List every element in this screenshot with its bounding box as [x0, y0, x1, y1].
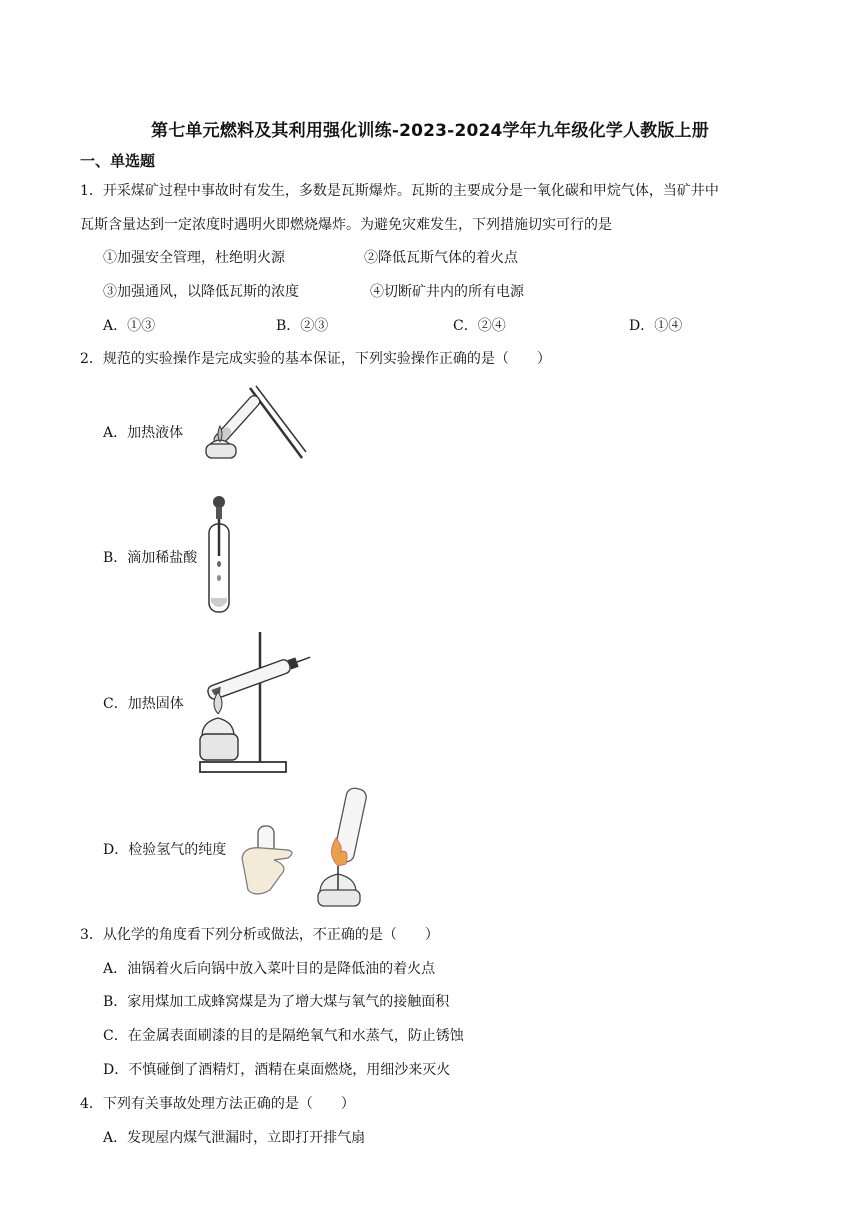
q1-option-c: C．②④: [453, 318, 506, 334]
q3-stem: 3．从化学的角度看下列分析或做法，不正确的是（ ）: [80, 927, 439, 943]
page-title: 第七单元燃料及其利用强化训练-2023-2024学年九年级化学人教版上册: [151, 121, 709, 141]
q2-option-a: A．加热液体: [103, 425, 184, 441]
q3-option-c: C．在金属表面刷漆的目的是隔绝氧气和水蒸气，防止锈蚀: [103, 1028, 464, 1044]
q1-measure-3: ③加强通风，以降低瓦斯的浓度: [103, 284, 299, 300]
q1-option-b: B．②③: [276, 318, 329, 334]
q1-stem-line1: 1．开采煤矿过程中事故时有发生，多数是瓦斯爆炸。瓦斯的主要成分是一氧化碳和甲烷气体，当矿井中: [80, 183, 719, 199]
q3-option-d: D．不慎碰倒了酒精灯，酒精在桌面燃烧，用细沙来灭火: [103, 1062, 451, 1078]
q1-measure-2: ②降低瓦斯气体的着火点: [364, 250, 518, 266]
q4-option-a: A．发现屋内煤气泄漏时，立即打开排气扇: [103, 1130, 366, 1146]
q1-stem-line2: 瓦斯含量达到一定浓度时遇明火即燃烧爆炸。为避免灾难发生，下列措施切实可行的是: [80, 217, 612, 233]
q1-measure-4: ④切断矿井内的所有电源: [370, 284, 524, 300]
hydrogen-purity-test-icon: [240, 786, 380, 908]
q2-option-d: D．检验氢气的纯度: [103, 842, 227, 858]
q3-option-b: B．家用煤加工成蜂窝煤是为了增大煤与氧气的接触面积: [103, 994, 450, 1010]
q2-stem: 2．规范的实验操作是完成实验的基本保证，下列实验操作正确的是（ ）: [80, 351, 551, 367]
q3-option-a: A．油锅着火后向锅中放入菜叶目的是降低油的着火点: [103, 961, 436, 977]
dropper-in-tube-icon: [205, 494, 237, 616]
q1-measure-1: ①加强安全管理，杜绝明火源: [103, 250, 285, 266]
heating-liquid-icon: [198, 382, 308, 464]
heating-solid-apparatus-icon: [196, 630, 318, 774]
q2-option-b: B．滴加稀盐酸: [103, 550, 198, 566]
q1-option-d: D．①④: [629, 318, 683, 334]
section-heading: 一、单选题: [80, 152, 156, 170]
q4-stem: 4．下列有关事故处理方法正确的是（ ）: [80, 1096, 355, 1112]
q1-option-a: A．①③: [103, 318, 156, 334]
q2-option-c: C．加热固体: [103, 696, 184, 712]
